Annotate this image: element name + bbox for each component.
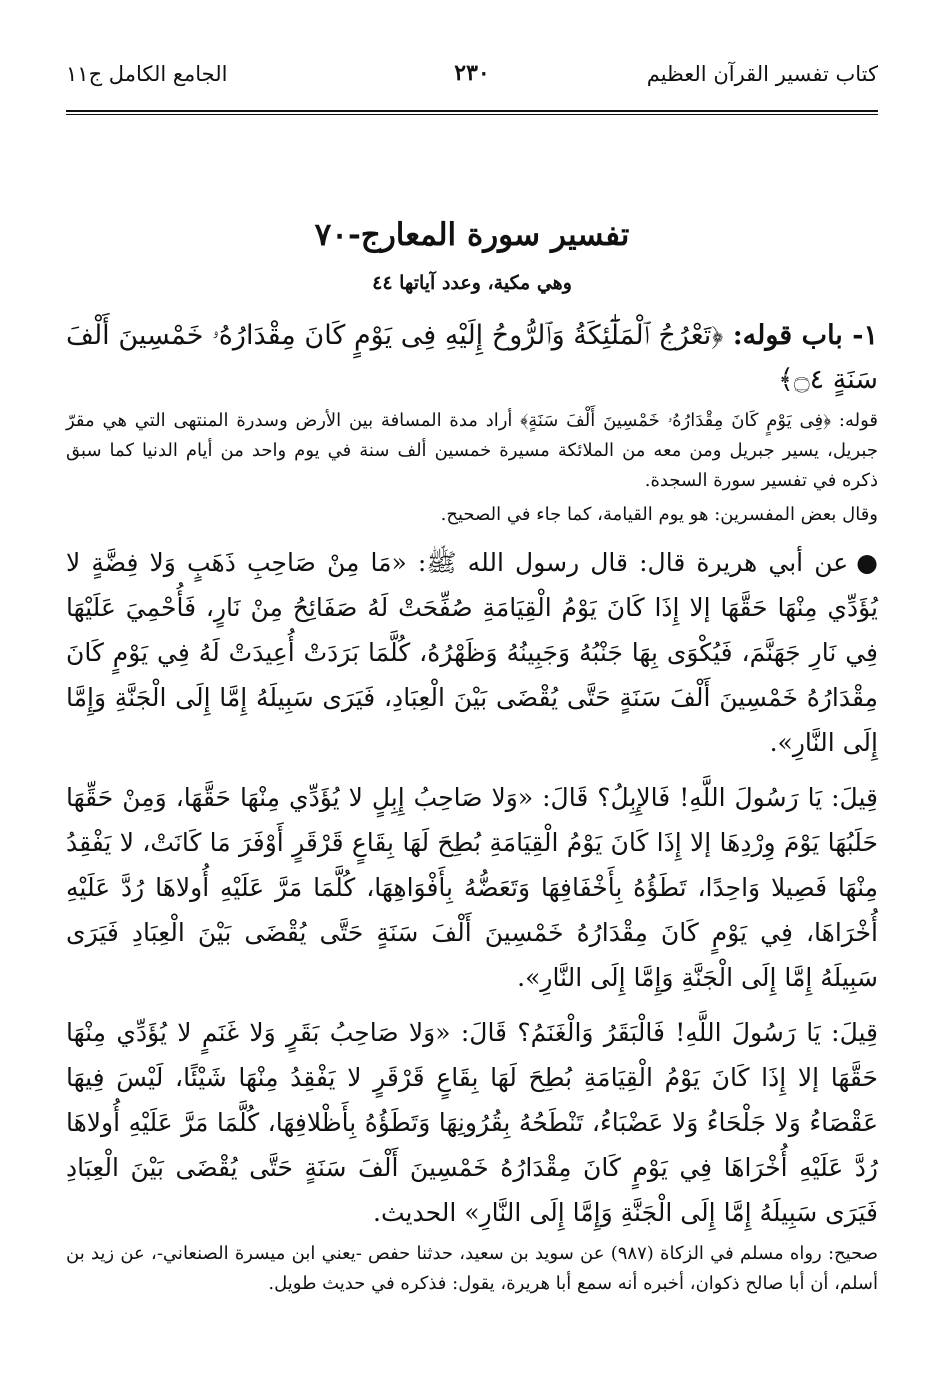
header-rule [66, 110, 878, 112]
hadith-paragraph-3: قِيلَ: يَا رَسُولَ اللَّهِ! فَالْبَقَرُ وَالْغَنَمُ؟ قَالَ: «وَلا صَاحِبُ بَقَرٍ وَلا غَنَمٍ لا يُؤَدِّي مِنْهَا حَقَّهَا إلا إِذَا كَانَ يَوْمُ الْقِيَامَةِ بُطِحَ لَهَا بِقَاعٍ قَرْقَرٍ لا يَفْقِدُ مِنْهَا شَيْئًا، لَيْسَ فِيهَا عَقْصَاءُ وَلا جَلْحَاءُ وَلا عَضْبَاءُ، تَنْطَحُهُ بِقُرُونِهَا وَتَطَؤُهُ بِأَظْلافِهَا، كُلَّمَا مَرَّ عَلَيْهِ أُولاهَا رُدَّ عَلَيْهِ أُخْرَاهَا فِي يَوْمٍ كَانَ مِقْدَارُهُ خَمْسِينَ أَلْفَ سَنَةٍ حَتَّى يُقْضَى بَيْنَ الْعِبَادِ فَيَرَى سَبِيلَهُ إِمَّا إِلَى الْجَنَّةِ وَإِمَّا إِلَى النَّارِ» الحديث. [66, 1018, 878, 1227]
commentary-paragraph-1: قوله: ﴿فِى يَوْمٍ كَانَ مِقْدَارُهُۥ خَمْسِينَ أَلْفَ سَنَةٍ﴾ أراد مدة المسافة بين الأرض وسدرة المنتهى التي هي مقرّ جبريل، يسير جبريل ومن معه من الملائكة مسيرة خمسين ألف سنة في يوم واحد من أيام الدنيا كما سبق ذكره في تفسير سورة السجدة. [66, 410, 878, 491]
page-number: ٢٣٠ [454, 60, 490, 86]
hadith-text-1: عن أبي هريرة قال: قال رسول الله ﷺ: «مَا مِنْ صَاحِبِ ذَهَبٍ وَلا فِضَّةٍ لا يُؤَدِّي مِنْهَا حَقَّهَا إلا إِذَا كَانَ يَوْمُ الْقِيَامَةِ صُفِّحَتْ لَهُ صَفَائِحُ مِنْ نَارٍ، فَأُحْمِيَ عَلَيْهَا فِي نَارِ جَهَنَّمَ، فَيُكْوَى بِهَا جَنْبُهُ وَجَبِينُهُ وَظَهْرُهُ، كُلَّمَا بَرَدَتْ أُعِيدَتْ لَهُ فِي يَوْمٍ كَانَ مِقْدَارُهُ خَمْسِينَ أَلْفَ سَنَةٍ حَتَّى يُقْضَى بَيْنَ الْعِبَادِ، فَيَرَى سَبِيلَهُ إِمَّا إِلَى الْجَنَّةِ وَإِمَّا إِلَى النَّارِ». [66, 548, 878, 757]
book-title: كتاب تفسير القرآن العظيم [646, 62, 878, 86]
takhrij-note: صحيح: رواه مسلم في الزكاة (٩٨٧) عن سويد بن سعيد، حدثنا حفص -يعني ابن ميسرة الصنعاني-، عن زيد بن أسلم، أن أبا صالح ذكوان، أخبره أنه سمع أبا هريرة، يقول: فذكره في حديث طويل. [66, 1243, 878, 1294]
running-header [66, 60, 878, 100]
page-body [66, 210, 878, 1299]
bullet-icon: ● [856, 548, 878, 577]
header-rule-thin [66, 114, 878, 115]
collection-volume: الجامع الكامل ج١١ [66, 62, 228, 86]
commentary-paragraph-2: وقال بعض المفسرين: هو يوم القيامة، كما جاء في الصحيح. [440, 504, 878, 525]
surah-subtitle: وهي مكية، وعدد آياتها ٤٤ [372, 272, 572, 294]
chapter-ayah: ﴿تَعْرُجُ ٱلْمَلَٰٓئِكَةُ وَٱلرُّوحُ إِلَيْهِ فِى يَوْمٍ كَانَ مِقْدَارُهُۥ خَمْسِينَ أَلْفَ سَنَةٍ ۝٤﴾ [66, 320, 878, 395]
hadith-paragraph-1 [66, 540, 878, 765]
chapter-heading [66, 314, 878, 402]
hadith-paragraph-2: قِيلَ: يَا رَسُولَ اللَّهِ! فَالإِبِلُ؟ قَالَ: «وَلا صَاحِبُ إِبِلٍ لا يُؤَدِّي مِنْهَا حَقَّهَا، وَمِنْ حَقِّهَا حَلَبُهَا يَوْمَ وِرْدِهَا إلا إِذَا كَانَ يَوْمُ الْقِيَامَةِ بُطِحَ لَهَا بِقَاعٍ قَرْقَرٍ أَوْفَرَ مَا كَانَتْ، لا يَفْقِدُ مِنْهَا فَصِيلا وَاحِدًا، تَطَؤُهُ بِأَخْفَافِهَا وَتَعَضُّهُ بِأَفْوَاهِهَا، كُلَّمَا مَرَّ عَلَيْهِ أُولاهَا رُدَّ عَلَيْهِ أُخْرَاهَا، فِي يَوْمٍ كَانَ مِقْدَارُهُ خَمْسِينَ أَلْفَ سَنَةٍ حَتَّى يُقْضَى بَيْنَ الْعِبَادِ فَيَرَى سَبِيلَهُ إِمَّا إِلَى الْجَنَّةِ وَإِمَّا إِلَى النَّارِ». [66, 783, 878, 992]
surah-title: تفسير سورة المعارج-٧٠ [314, 217, 630, 253]
chapter-label: ١- باب قوله: [732, 320, 879, 351]
